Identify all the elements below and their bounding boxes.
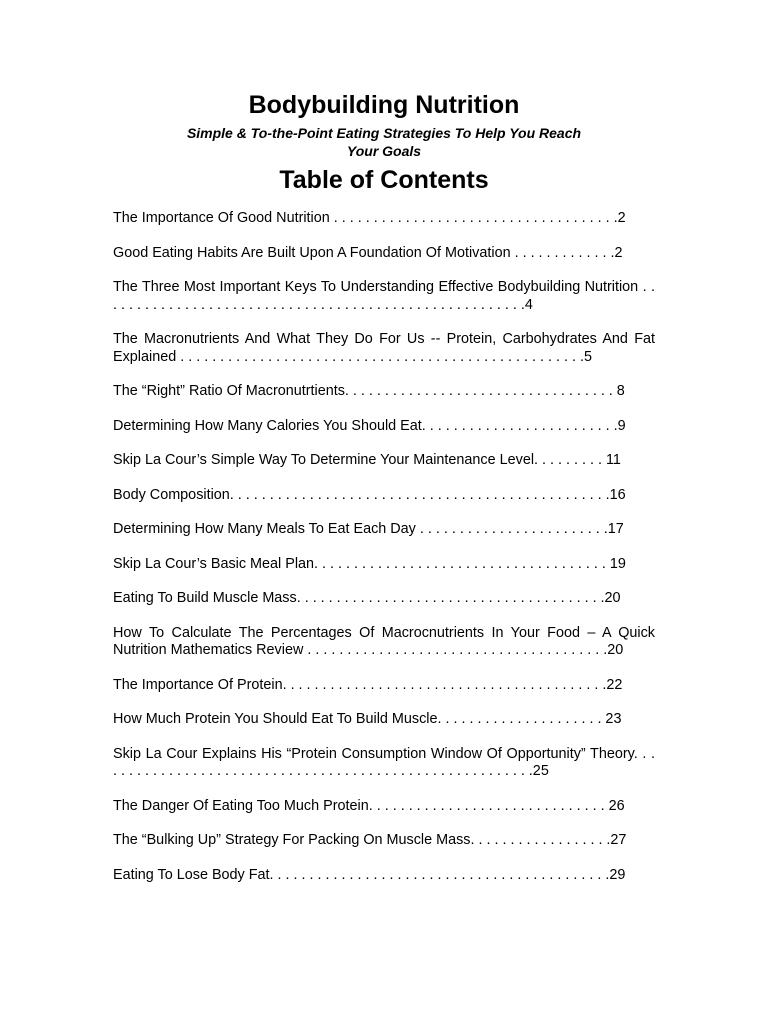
toc-entry-text: Determining How Many Meals To Eat Each Day . . . . . . . . . . . . . . . . . . . . . . . .17 (113, 521, 624, 537)
toc-entry (113, 590, 655, 608)
toc-entry (113, 418, 655, 436)
toc-entry-text: The “Bulking Up” Strategy For Packing On Muscle Mass. . . . . . . . . . . . . . . . . .27 (113, 832, 627, 848)
toc-entry-text: Skip La Cour’s Simple Way To Determine Your Maintenance Level. . . . . . . . . 11 (113, 452, 621, 468)
toc-entry-text: The Macronutrients And What They Do For Us -- Protein, Carbohydrates And Fat Explained . . . . . . . . . . . . . . . . . . . . . . . . . . . . . . . . . . . . . . . . . . . . . . . . . . .5 (113, 331, 659, 365)
toc-entry (113, 556, 655, 574)
toc-entry (113, 677, 655, 695)
toc-entry-text: The Importance Of Protein. . . . . . . . . . . . . . . . . . . . . . . . . . . . . . . . . . . . . . . . .22 (113, 676, 623, 693)
toc-entry (113, 745, 659, 781)
toc-entry-text: The Importance Of Good Nutrition . . . . . . . . . . . . . . . . . . . . . . . . . . . . . . . . . . . .2 (113, 210, 626, 226)
toc-entry-text: Good Eating Habits Are Built Upon A Foundation Of Motivation . . . . . . . . . . . . .2 (113, 244, 623, 261)
toc-entry-text: How To Calculate The Percentages Of Macrocnutrients In Your Food – A Quick Nutrition Mathematics Review . . . . . . . . . . . . . . . . . . . . . . . . . . . . . . . . . . . . . .20 (113, 624, 659, 658)
toc-entry (113, 624, 659, 660)
toc-list (113, 210, 659, 901)
toc-entry-text: Eating To Build Muscle Mass. . . . . . . . . . . . . . . . . . . . . . . . . . . . . . . . . . . . . . .20 (113, 590, 621, 606)
toc-entry (113, 487, 655, 505)
toc-entry-text: How Much Protein You Should Eat To Build Muscle. . . . . . . . . . . . . . . . . . . . . 23 (113, 711, 622, 727)
toc-entry (113, 245, 655, 263)
toc-entry-text: Body Composition. . . . . . . . . . . . . . . . . . . . . . . . . . . . . . . . . . . . . . . . . . . . . . . .16 (113, 486, 626, 503)
toc-entry (113, 331, 659, 366)
toc-entry (113, 210, 655, 228)
document-title: Bodybuilding Nutrition (248, 91, 520, 119)
toc-entry-text: Skip La Cour Explains His “Protein Consumption Window Of Opportunity” Theory. . . . . . . . . . . . . . . . . . . . . . . . . . . . . . . . . . . . . . . . . . . . . . . . . . . . . . . .25 (113, 745, 659, 779)
toc-entry-text: The Danger Of Eating Too Much Protein. . . . . . . . . . . . . . . . . . . . . . . . . . . . . . 26 (113, 797, 625, 814)
toc-entry (113, 521, 655, 539)
toc-entry (113, 452, 655, 470)
toc-entry-text: The Three Most Important Keys To Understanding Effective Bodybuilding Nutrition . . . . . . . . . . . . . . . . . . . . . . . . . . . . . . . . . . . . . . . . . . . . . . . . . . . . . .4 (113, 279, 659, 313)
toc-entry-text: Eating To Lose Body Fat. . . . . . . . . . . . . . . . . . . . . . . . . . . . . . . . . . . . . . . . . . .29 (113, 866, 626, 883)
toc-entry-text: Determining How Many Calories You Should Eat. . . . . . . . . . . . . . . . . . . . . . . . .9 (113, 417, 626, 434)
toc-entry-text: Skip La Cour’s Basic Meal Plan. . . . . . . . . . . . . . . . . . . . . . . . . . . . . . . . . . . . . 19 (113, 555, 626, 572)
toc-heading: Table of Contents (279, 166, 489, 194)
toc-entry (113, 711, 655, 729)
toc-entry (113, 279, 659, 314)
toc-entry (113, 867, 655, 885)
toc-entry (113, 798, 655, 816)
toc-entry (113, 383, 655, 401)
toc-entry (113, 832, 655, 850)
document-subtitle: Simple & To-the-Point Eating Strategies To Help You Reach Your Goals (186, 125, 582, 159)
toc-entry-text: The “Right” Ratio Of Macronutrtients. . . . . . . . . . . . . . . . . . . . . . . . . . . . . . . . . . 8 (113, 383, 625, 399)
